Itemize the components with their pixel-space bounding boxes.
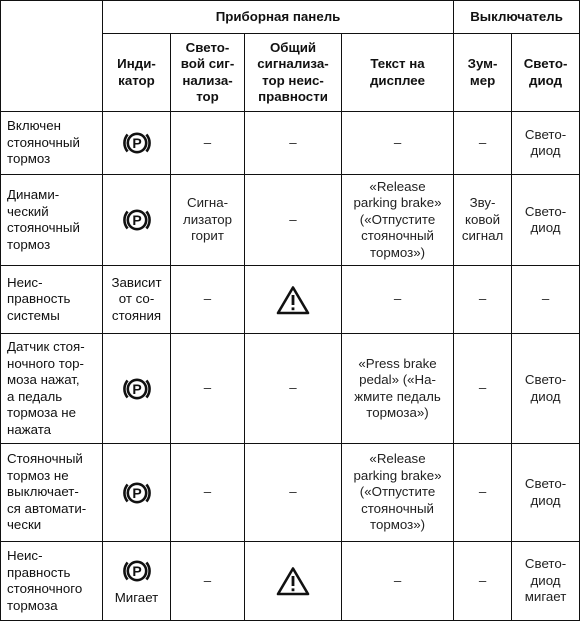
condition-cell: Включен стояночный тормоз [1, 112, 103, 175]
light-cell: – [171, 266, 245, 334]
led-cell: Свето- диод [512, 334, 580, 444]
display-text-cell: – [342, 542, 454, 621]
svg-text:P: P [131, 562, 142, 579]
master-warning-cell: – [245, 444, 342, 542]
col-header-master-warning: Общий сигнализа- тор неис- правности [245, 34, 342, 112]
parking-brake-icon [119, 374, 155, 404]
warning-triangle-icon [276, 566, 310, 596]
buzzer-cell: – [454, 542, 512, 621]
light-cell: Сигна- лизатор горит [171, 175, 245, 266]
col-header-light: Свето- вой сиг- нализа- тор [171, 34, 245, 112]
col-header-indicator: Инди- катор [103, 34, 171, 112]
master-warning-cell [245, 542, 342, 621]
col-header-buzzer: Зум- мер [454, 34, 512, 112]
display-text-cell: – [342, 266, 454, 334]
parking-brake-icon [119, 128, 155, 158]
indicator-cell: Зависит от со- стояния [103, 266, 171, 334]
table-row [1, 334, 580, 444]
buzzer-cell: Зву- ковой сигнал [454, 175, 512, 266]
condition-cell: Динами- ческий стояночный тормоз [1, 175, 103, 266]
condition-cell: Неис- правность стояночного тормоза [1, 542, 103, 621]
svg-text:P: P [131, 135, 142, 151]
parking-brake-icon [119, 556, 155, 586]
buzzer-cell: – [454, 334, 512, 444]
light-cell: – [171, 444, 245, 542]
parking-brake-icon [119, 478, 155, 508]
condition-cell: Стояночный тормоз не выключает- ся автомати- чески [1, 444, 103, 542]
condition-cell: Неис- правность системы [1, 266, 103, 334]
indicator-cell [103, 334, 171, 444]
group-header-panel: Приборная панель [103, 1, 454, 34]
led-cell: Свето- диод мигает [512, 542, 580, 621]
buzzer-cell: – [454, 444, 512, 542]
corner-cell [1, 1, 103, 112]
indicator-cell [103, 542, 171, 621]
display-text-cell: «Release parking brake» («Отпустите стояночный тормоз») [342, 444, 454, 542]
led-cell: – [512, 266, 580, 334]
table-row [1, 542, 580, 621]
light-cell: – [171, 542, 245, 621]
svg-text:P: P [131, 380, 142, 397]
condition-cell: Датчик стоя- ночного тор- моза нажат, а педаль тормоза не нажата [1, 334, 103, 444]
display-text-cell: «Release parking brake» («Отпустите стояночный тормоз») [342, 175, 454, 266]
buzzer-cell: – [454, 112, 512, 175]
master-warning-cell: – [245, 112, 342, 175]
table-row [1, 175, 580, 266]
master-warning-cell: – [245, 334, 342, 444]
indicator-cell [103, 175, 171, 266]
indicator-cell [103, 112, 171, 175]
led-cell: Свето- диод [512, 444, 580, 542]
indicator-cell [103, 444, 171, 542]
svg-text:P: P [131, 212, 142, 228]
light-cell: – [171, 112, 245, 175]
light-cell: – [171, 334, 245, 444]
led-cell: Свето- диод [512, 175, 580, 266]
master-warning-cell: – [245, 175, 342, 266]
warning-triangle-icon [276, 285, 310, 315]
group-header-switch: Выключатель [454, 1, 580, 34]
led-cell: Свето- диод [512, 112, 580, 175]
buzzer-cell: – [454, 266, 512, 334]
col-header-led: Свето- диод [512, 34, 580, 112]
svg-text:P: P [131, 484, 142, 501]
table-row [1, 444, 580, 542]
display-text-cell: «Press brake pedal» («На- жмите педаль тормоза») [342, 334, 454, 444]
display-text-cell: – [342, 112, 454, 175]
indicator-caption: Мигает [114, 589, 159, 605]
parking-brake-icon [119, 205, 155, 235]
master-warning-cell [245, 266, 342, 334]
col-header-display-text: Текст на дисплее [342, 34, 454, 112]
table-row [1, 112, 580, 175]
table-row [1, 266, 580, 334]
